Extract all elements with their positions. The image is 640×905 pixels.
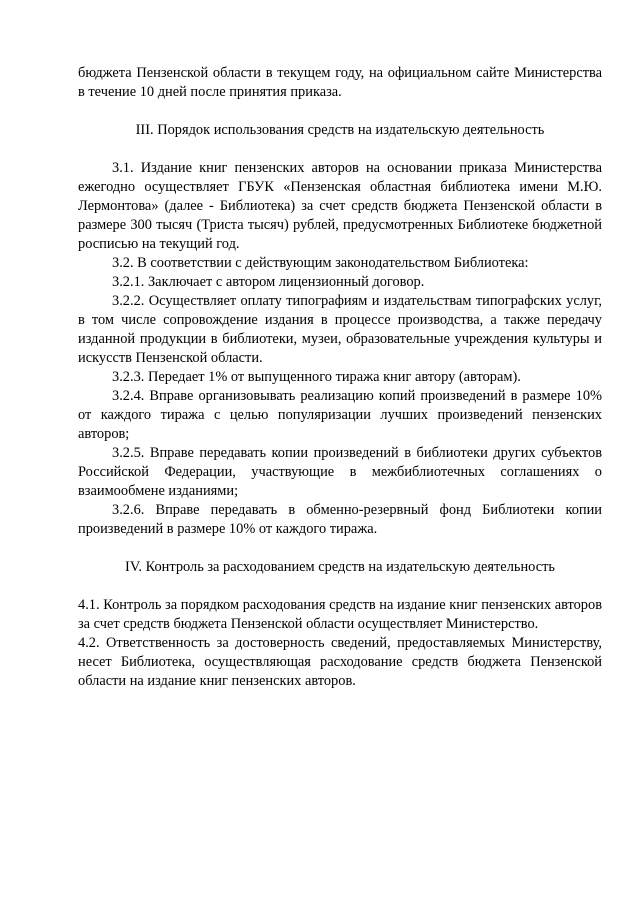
paragraph-4-2: 4.2. Ответственность за достоверность сведений, предоставляемых Министерству, несет Библиотека, осуществляющая расходование средств бюджета Пензенской области на издание книг пензенских авторов. [78,635,602,689]
paragraph-3-2-6: 3.2.6. Вправе передавать в обменно-резервный фонд Библиотеки копии произведений в размере 10% от каждого тиража. [78,502,602,537]
paragraph-3-1: 3.1. Издание книг пензенских авторов на основании приказа Министерства ежегодно осуществляет ГБУК «Пензенская областная библиотека имени М.Ю. Лермонтова» (далее - Библиотека) за счет средств бюджета Пензенской области в размере 300 тысяч (Триста тысяч) рублей, предусмотренных Библиотеке бюджетной росписью на текущий год. [78,160,602,252]
paragraph-3-2-1: 3.2.1. Заключает с автором лицензионный договор. [112,274,425,290]
paragraph-3-2-2: 3.2.2. Осуществляет оплату типографиям и издательствам типографских услуг, в том числе сопровождение издания в процессе производства, а также передачу изданной продукции в библиотеки, музеи, образовательные учреждения культуры и искусств Пензенской области. [78,293,602,366]
paragraph-4-1: 4.1. Контроль за порядком расходования средств на издание книг пензенских авторов за счет средств бюджета Пензенской области осуществляет Министерство. [78,597,602,632]
document-body [78,64,602,691]
paragraph-3-2-5: 3.2.5. Вправе передавать копии произведений в библиотеки других субъектов Российской Федерации, участвующие в межбиблиотечных соглашениях о взаимообмене изданиями; [78,445,602,499]
paragraph-3-2-3: 3.2.3. Передает 1% от выпущенного тиража книг автору (авторам). [112,369,521,385]
section-3-heading: III. Порядок использования средств на издательскую деятельность [135,122,545,138]
intro-paragraph: бюджета Пензенской области в текущем году, на официальном сайте Министерства в течение 10 дней после принятия приказа. [78,65,602,100]
paragraph-3-2-4: 3.2.4. Вправе организовывать реализацию копий произведений в размере 10% от каждого тиража с целью популяризации лучших произведений пензенских авторов; [78,388,602,442]
paragraph-3-2: 3.2. В соответствии с действующим законодательством Библиотека: [112,255,529,271]
section-4-heading: IV. Контроль за расходованием средств на издательскую деятельность [125,559,555,575]
